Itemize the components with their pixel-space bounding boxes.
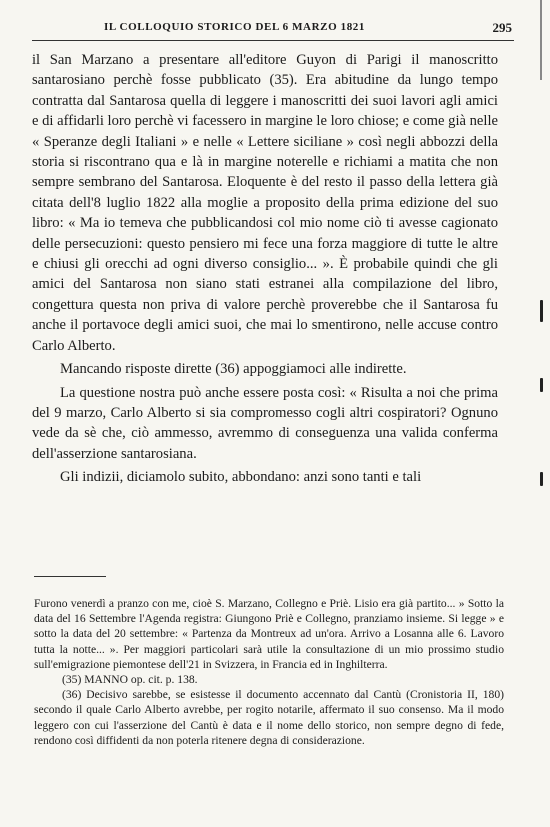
- running-header: [34, 21, 512, 39]
- main-text: [32, 50, 498, 488]
- footnote: (36) Decisivo sarebbe, se esistesse il documento accennato dal Cantù (Cronistoria II, 180) secondo il quale Carlo Alberto avrebbe, per rogito notarile, affermato il suo consenso. Ma il modo leggero con cui l'asserzione del Cantù è data e il nome dello storico, non sempre degno di fede, rendono così diffidenti da non poterla ritenere degna di considerazione.: [34, 688, 504, 747]
- margin-mark: [540, 378, 543, 392]
- margin-mark: [540, 300, 543, 322]
- header-rule: [32, 40, 514, 41]
- paragraph: il San Marzano a presentare all'editore Guyon di Parigi il manoscritto santarosiano perchè fosse pubblicato (35). Era abitudine da lungo tempo contratta dal Santarosa quella di leggere i manoscritti dei suoi lavori agli amici e di affidarli loro perchè vi facessero in margine le loro chiose; e come già nelle « Speranze degli Italiani » e nelle « Lettere siciliane » così negli abbozzi della storia si riscontrano qua e là in margine noterelle e richiami a matita che non sempre sembrano del Santarosa. Eloquente è del resto il passo della lettera già citata dell'8 luglio 1822 alla moglie a proposito della prima edizione del suo libro: « Ma io temeva che pubblicandosi col mio nome ciò ti avesse cagionato delle persecuzioni: questo pensiero mi fece una forza maggiore di tutte le altre e chiusi gli orecchi ad ogni diverso consiglio... ». È probabile quindi che gli amici del Santarosa non siano stati estranei alla compilazione del libro, congettura questa non priva di valore perchè proverebbe che il Santarosa fu anche il portavoce degli amici suoi, che mai lo smentirono, nelle accuse contro Carlo Alberto.: [32, 52, 498, 354]
- margin-mark: [540, 472, 543, 486]
- margin-marks: [530, 0, 550, 827]
- paragraph: La questione nostra può anche essere posta così: « Risulta a noi che prima del 9 marzo, Carlo Alberto si sia compromesso cogli altri cospiratori? Ognuno vede da sè che, ciò ammesso, avremmo di conseguenza una valida conferma dell'asserzione santarosiana.: [32, 384, 498, 462]
- paragraph: Mancando risposte dirette (36) appoggiamoci alle indirette.: [60, 361, 407, 378]
- footnote: (35) MANNO op. cit. p. 138.: [62, 673, 198, 687]
- paragraph: Gli indizii, diciamolo subito, abbondano: anzi sono tanti e tali: [60, 469, 422, 486]
- page-number: 295: [492, 20, 512, 35]
- footnote: Furono venerdì a pranzo con me, cioè S. Marzano, Collegno e Priè. Lisio era già partito... » Sotto la data del 16 Settembre l'Agenda registra: Giungono Priè e Collegno, pranziamo insieme. Si legge » e sotto la data del 20 settembre: « Partenza da Montreux ad un'ora. Arrivo a Losanna alle 6. Lavoro tutta la notte... ». Per maggiori particolari sarà utile la consultazione di un mio prossimo studio sull'emigrazione piemontese dell'21 in Svizzera, in Francia ed in Inghilterra.: [34, 597, 504, 671]
- running-title: IL COLLOQUIO STORICO DEL 6 MARZO 1821: [104, 21, 365, 33]
- footnote-rule: [34, 576, 106, 577]
- footnotes: [34, 596, 504, 748]
